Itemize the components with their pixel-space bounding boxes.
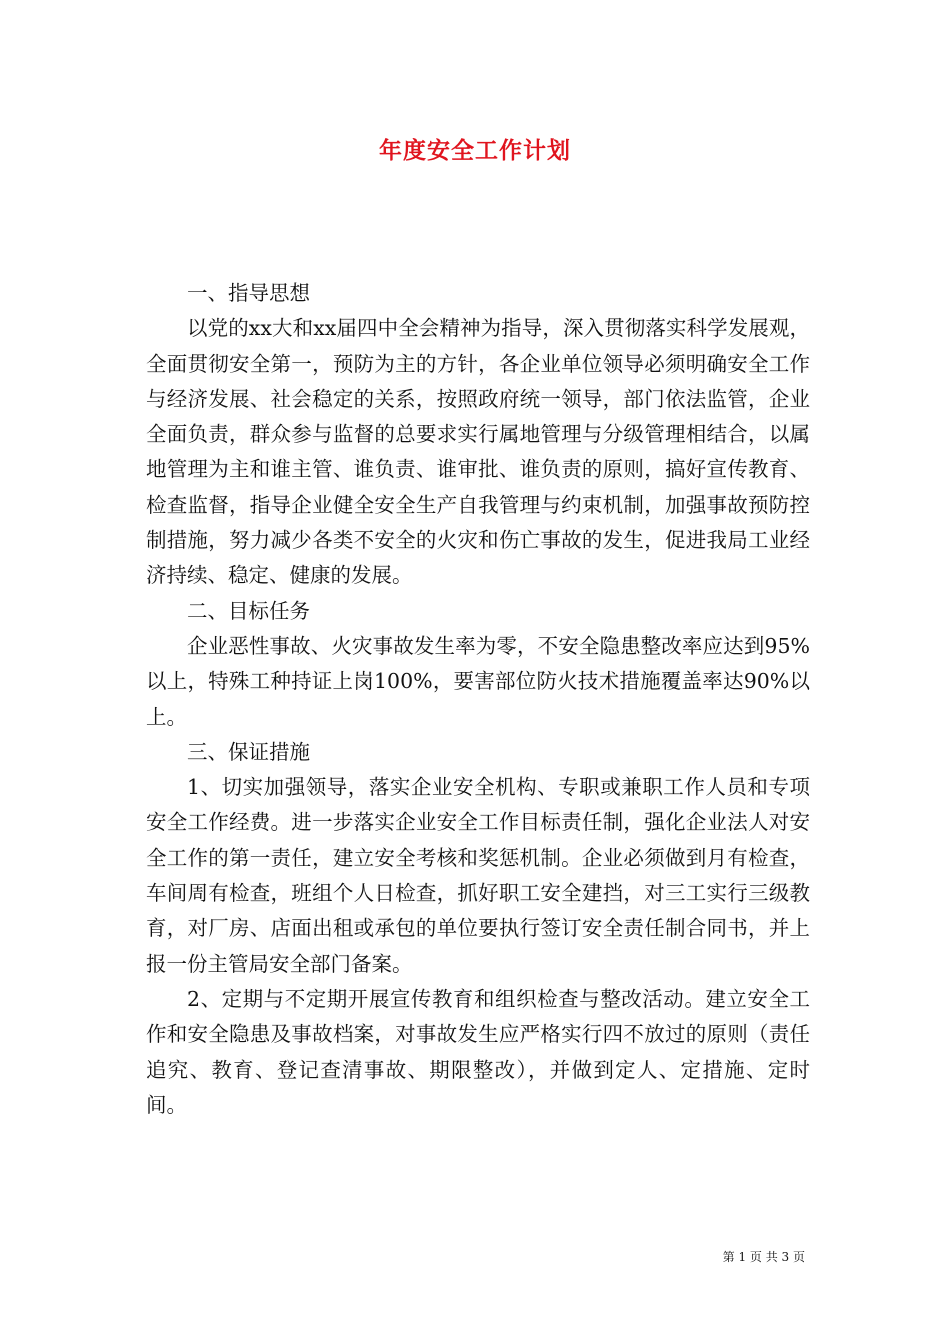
section-heading-measures: 三、保证措施	[187, 739, 310, 764]
section-heading-goals: 二、目标任务	[187, 598, 310, 623]
paragraph-measure-2: 2、定期与不定期开展宣传教育和组织检查与整改活动。建立安全工作和安全隐患及事故档案，对事故发生应严格实行四不放过的原则（责任追究、教育、登记查清事故、期限整改），并做到定人、定措施、定时间。	[146, 986, 810, 1117]
paragraph-guiding-ideology: 以党的xx大和xx届四中全会精神为指导，深入贯彻落实科学发展观，全面贯彻安全第一，预防为主的方针，各企业单位领导必须明确安全工作与经济发展、社会稳定的关系，按照政府统一领导，部门依法监管，企业全面负责，群众参与监督的总要求实行属地管理与分级管理相结合，以属地管理为主和谁主管、谁负责、谁审批、谁负责的原则，搞好宣传教育、检查监督，指导企业健全安全生产自我管理与约束机制，加强事故预防控制措施，努力减少各类不安全的火灾和伤亡事故的发生，促进我局工业经济持续、稳定、健康的发展。	[146, 316, 810, 588]
document-body	[146, 276, 810, 1123]
section-heading-guiding-ideology: 一、指导思想	[187, 281, 310, 305]
page-number: 第 1 页 共 3 页	[722, 1250, 805, 1264]
paragraph-goals: 企业恶性事故、火灾事故发生率为零，不安全隐患整改率应达到95%以上，特殊工种持证上岗100%，要害部位防火技术措施覆盖率达90%以上。	[146, 633, 810, 729]
document-title: 年度安全工作计划	[379, 138, 571, 164]
paragraph-measure-1: 1、切实加强领导，落实企业安全机构、专职或兼职工作人员和专项安全工作经费。进一步落实企业安全工作目标责任制，强化企业法人对安全工作的第一责任，建立安全考核和奖惩机制。企业必须做到月有检查，车间周有检查，班组个人日检查，抓好职工安全建挡，对三工实行三级教育，对厂房、店面出租或承包的单位要执行签订安全责任制合同书，并上报一份主管局安全部门备案。	[146, 775, 810, 976]
